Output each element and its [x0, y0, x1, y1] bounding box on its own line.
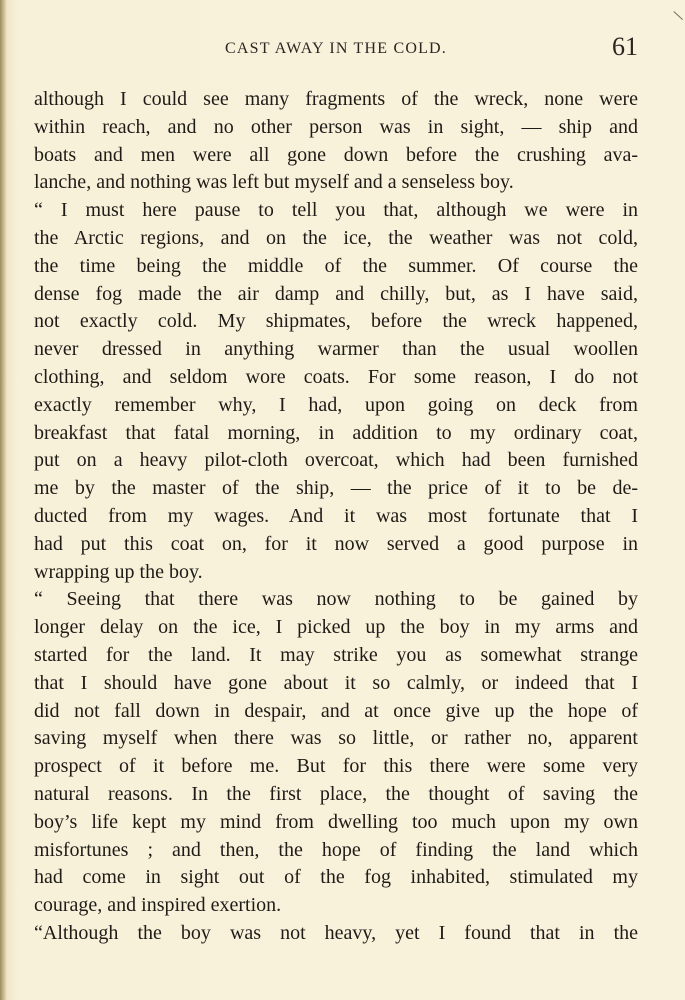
- page-header: [34, 30, 638, 70]
- text-line: longer delay on the ice, I picked up the boy in my arms and: [34, 616, 638, 639]
- text-line: misfortunes ; and then, the hope of finding the land which: [34, 838, 638, 861]
- running-title: CAST AWAY IN THE COLD.: [224, 40, 448, 57]
- text-line: boy’s life kept my mind from dwelling too much upon my own: [34, 810, 638, 833]
- text-line: lanche, and nothing was left but myself and a senseless boy.: [34, 171, 514, 194]
- text-line: not exactly cold. My shipmates, before the wreck happened,: [34, 310, 638, 333]
- text-line: ducted from my wages. And it was most fortunate that I: [34, 504, 638, 527]
- text-line: exactly remember why, I had, upon going on deck from: [34, 393, 638, 416]
- text-line: started for the land. It may strike you as somewhat strange: [34, 643, 638, 666]
- text-line: put on a heavy pilot-cloth overcoat, which had been furnished: [34, 449, 638, 472]
- text-line: had come in sight out of the fog inhabited, stimulated my: [34, 866, 638, 889]
- text-line: saving myself when there was so little, or rather no, apparent: [34, 727, 638, 750]
- body-text: [34, 86, 638, 948]
- text-line: boats and men were all gone down before the crushing ava-: [34, 143, 638, 166]
- text-line: the time being the middle of the summer. Of course the: [34, 254, 638, 277]
- text-line: had put this coat on, for it now served a good purpose in: [34, 532, 638, 555]
- text-line: “Although the boy was not heavy, yet I found that in the: [34, 921, 638, 944]
- page-binding-edge: [0, 0, 7, 1000]
- text-line: although I could see many fragments of the wreck, none were: [34, 88, 638, 110]
- text-line: “ Seeing that there was now nothing to be gained by: [34, 588, 638, 611]
- text-line: wrapping up the boy.: [34, 560, 203, 583]
- text-line: “ I must here pause to tell you that, although we were in: [34, 199, 638, 222]
- text-line: did not fall down in despair, and at once give up the hope of: [34, 699, 638, 722]
- text-line: within reach, and no other person was in sight, — ship and: [34, 115, 638, 138]
- page-corner-mark: \: [672, 7, 685, 25]
- text-line: natural reasons. In the first place, the thought of saving the: [34, 782, 638, 805]
- text-line: me by the master of the ship, — the price of it to be de-: [34, 477, 638, 500]
- text-line: that I should have gone about it so calmly, or indeed that I: [34, 671, 638, 694]
- page-number: 61: [612, 32, 638, 61]
- text-line: courage, and inspired exertion.: [34, 894, 282, 917]
- text-line: the Arctic regions, and on the ice, the weather was not cold,: [34, 226, 638, 249]
- text-line: breakfast that fatal morning, in addition to my ordinary coat,: [34, 421, 638, 444]
- text-line: prospect of it before me. But for this there were some very: [34, 755, 638, 778]
- text-line: dense fog made the air damp and chilly, but, as I have said,: [34, 282, 638, 305]
- text-line: never dressed in anything warmer than the usual woollen: [34, 338, 638, 361]
- text-line: clothing, and seldom wore coats. For some reason, I do not: [34, 365, 638, 388]
